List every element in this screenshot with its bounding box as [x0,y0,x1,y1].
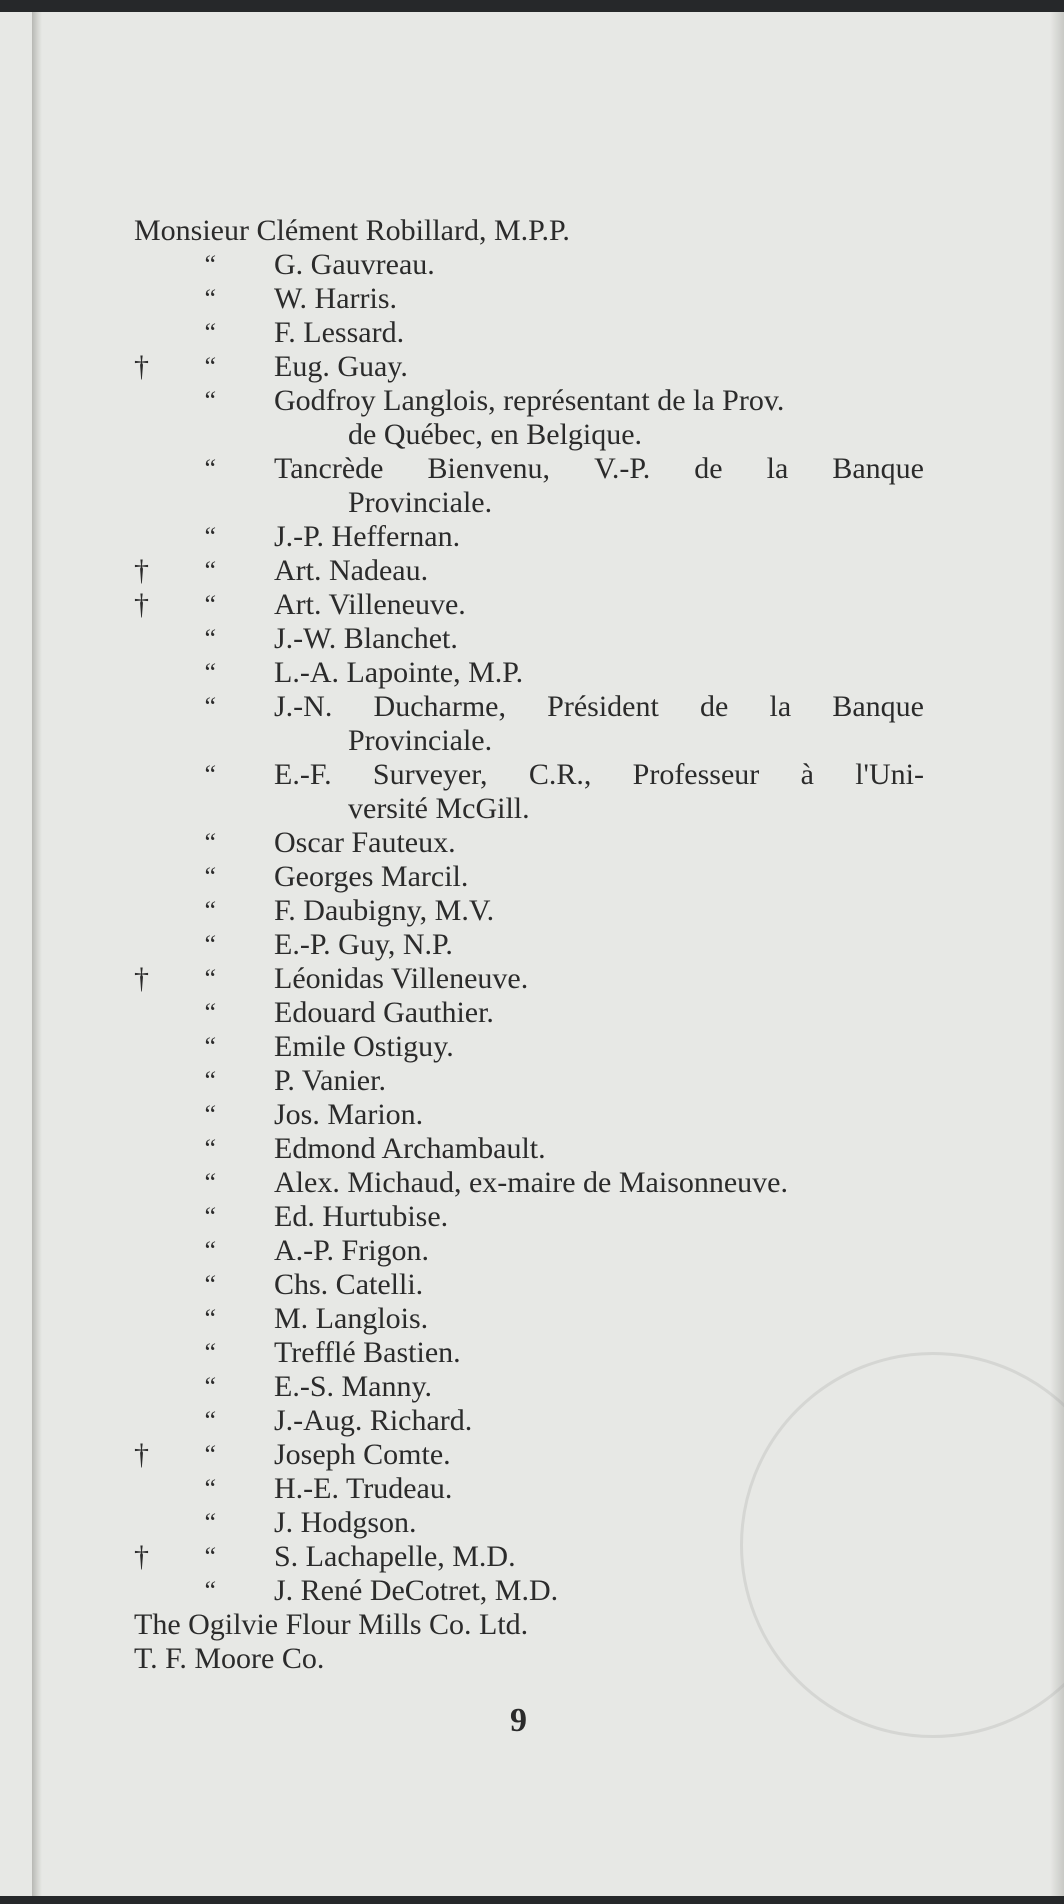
page-number: 9 [510,1702,527,1739]
ditto-mark: “ [202,352,217,381]
list-item [0,690,1064,724]
list-item [0,1064,1064,1098]
list-item [0,214,1064,248]
ditto-mark: “ [202,1542,217,1571]
entry-text: F. Daubigny, M.V. [274,894,495,927]
ditto-mark: “ [202,1304,217,1333]
entry-text: P. Vanier. [274,1064,386,1097]
ditto-mark: “ [202,1338,217,1367]
list-item [0,1336,1064,1370]
entry-text: Provinciale. [348,724,493,757]
list-item [0,554,1064,588]
entry-text: Alex. Michaud, ex-maire de Maisonneuve. [274,1166,788,1199]
list-item [0,1030,1064,1064]
ditto-mark: “ [202,1202,217,1231]
list-item [0,1540,1064,1574]
ditto-mark: “ [202,522,217,551]
list-item [0,1608,1064,1642]
list-item [0,350,1064,384]
deceased-dagger-mark: † [134,588,149,621]
list-item [0,486,1064,520]
entry-text: E.-S. Manny. [274,1370,433,1403]
list-item [0,588,1064,622]
list-item [0,656,1064,690]
ditto-mark: “ [202,1270,217,1299]
ditto-mark: “ [202,930,217,959]
ditto-mark: “ [202,318,217,347]
ditto-mark: “ [202,1134,217,1163]
list-item [0,1200,1064,1234]
entry-text: J.-Aug. Richard. [274,1404,473,1437]
entry-text: de Québec, en Belgique. [348,418,643,451]
ditto-mark: “ [202,658,217,687]
list-item [0,996,1064,1030]
entry-text: T. F. Moore Co. [134,1642,325,1675]
entry-text: The Ogilvie Flour Mills Co. Ltd. [134,1608,529,1641]
ditto-mark: “ [202,590,217,619]
deceased-dagger-mark: † [134,1540,149,1573]
deceased-dagger-mark: † [134,350,149,383]
ditto-mark: “ [202,250,217,279]
entry-text: Joseph Comte. [274,1438,451,1471]
ditto-mark: “ [202,284,217,313]
entry-text: Tancrède Bienvenu, V.-P. de la Banque [274,452,924,485]
list-item [0,1472,1064,1506]
ditto-mark: “ [202,1508,217,1537]
entry-text: Chs. Catelli. [274,1268,424,1301]
list-item [0,792,1064,826]
entry-text: versité McGill. [348,792,530,825]
entry-text: J. René DeCotret, M.D. [274,1574,559,1607]
entry-text: F. Lessard. [274,316,405,349]
deceased-dagger-mark: † [134,962,149,995]
ditto-mark: “ [202,828,217,857]
entry-text: E.-P. Guy, N.P. [274,928,453,961]
ditto-mark: “ [202,1168,217,1197]
entry-text: Léonidas Villeneuve. [274,962,529,995]
list-item [0,1132,1064,1166]
list-item [0,860,1064,894]
list-item [0,248,1064,282]
entry-text: Georges Marcil. [274,860,469,893]
list-item [0,962,1064,996]
entry-text: J.-P. Heffernan. [274,520,461,553]
list-item [0,928,1064,962]
list-item [0,1166,1064,1200]
entry-text: Oscar Fauteux. [274,826,456,859]
entry-text: Trefflé Bastien. [274,1336,461,1369]
entry-text: J.-W. Blanchet. [274,622,458,655]
entry-text: Edouard Gauthier. [274,996,494,1029]
ditto-mark: “ [202,1474,217,1503]
list-item [0,418,1064,452]
entry-text: Emile Ostiguy. [274,1030,454,1063]
list-item [0,1506,1064,1540]
list-item [0,384,1064,418]
list-item [0,1302,1064,1336]
entry-text: L.-A. Lapointe, M.P. [274,656,524,689]
list-item [0,1370,1064,1404]
ditto-mark: “ [202,1032,217,1061]
entry-text: G. Gauvreau. [274,248,435,281]
list-item [0,282,1064,316]
ditto-mark: “ [202,556,217,585]
entry-text: Provinciale. [348,486,493,519]
list-item [0,1642,1064,1676]
list-item [0,452,1064,486]
entry-text: Godfroy Langlois, représentant de la Prov. [274,384,785,417]
list-item [0,1098,1064,1132]
list-item [0,1404,1064,1438]
entry-text: Monsieur Clément Robillard, M.P.P. [134,214,570,247]
entry-text: A.-P. Frigon. [274,1234,430,1267]
entry-text: Art. Nadeau. [274,554,429,587]
list-item [0,724,1064,758]
ditto-mark: “ [202,1576,217,1605]
entry-text: J. Hodgson. [274,1506,417,1539]
entry-text: W. Harris. [274,282,398,315]
entry-text: E.-F. Surveyer, C.R., Professeur à l'Uni- [274,758,924,791]
ditto-mark: “ [202,1236,217,1265]
deceased-dagger-mark: † [134,554,149,587]
entry-text: S. Lachapelle, M.D. [274,1540,516,1573]
ditto-mark: “ [202,998,217,1027]
list-item [0,1234,1064,1268]
entry-text: J.-N. Ducharme, Président de la Banque [274,690,924,723]
entry-text: Jos. Marion. [274,1098,424,1131]
ditto-mark: “ [202,964,217,993]
list-item [0,758,1064,792]
ditto-mark: “ [202,454,217,483]
ditto-mark: “ [202,896,217,925]
ditto-mark: “ [202,1372,217,1401]
entry-text: Eug. Guay. [274,350,408,383]
document-page [0,12,1064,1896]
entry-text: H.-E. Trudeau. [274,1472,453,1505]
ditto-mark: “ [202,1066,217,1095]
deceased-dagger-mark: † [134,1438,149,1471]
entry-text: M. Langlois. [274,1302,429,1335]
list-item [0,520,1064,554]
ditto-mark: “ [202,692,217,721]
list-item [0,316,1064,350]
ditto-mark: “ [202,1100,217,1129]
entry-text: Edmond Archambault. [274,1132,546,1165]
ditto-mark: “ [202,760,217,789]
list-item [0,622,1064,656]
entry-text: Art. Villeneuve. [274,588,466,621]
list-item [0,1438,1064,1472]
list-item [0,826,1064,860]
entry-text: Ed. Hurtubise. [274,1200,449,1233]
ditto-mark: “ [202,1406,217,1435]
ditto-mark: “ [202,624,217,653]
ditto-mark: “ [202,386,217,415]
ditto-mark: “ [202,1440,217,1469]
list-item [0,1268,1064,1302]
list-item [0,894,1064,928]
list-item [0,1574,1064,1608]
ditto-mark: “ [202,862,217,891]
